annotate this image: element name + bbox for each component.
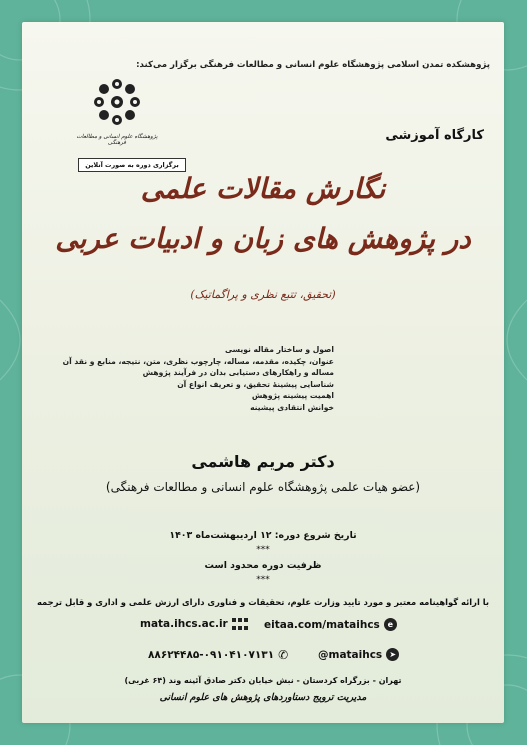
website-link[interactable]: mata.ihcs.ac.ir	[140, 618, 228, 630]
start-date: تاریخ شروع دوره: ۱۲ اردیبهشت‌ماه ۱۴۰۳	[169, 530, 357, 541]
instructor-affiliation: (عضو هیات علمی پژوهشگاه علوم انسانی و مطالعات فرهنگی)	[105, 480, 421, 494]
management-unit: مدیریت ترویج دستاوردهای پژوهش های علوم انسانی	[159, 692, 367, 703]
phone-number[interactable]: ۸۸۶۲۴۴۸۵-۰۹۱۰۴۱۰۷۱۳۱	[148, 649, 275, 661]
eitaa-contact[interactable]	[264, 618, 397, 631]
logo-text: پژوهشگاه علوم انسانی و مطالعات فرهنگی	[76, 134, 158, 146]
instructor-name: دکتر مریم هاشمی	[191, 452, 335, 471]
phone-icon: ✆	[278, 648, 289, 662]
phone-contact[interactable]	[148, 648, 288, 662]
workshop-label: کارگاه آموزشی	[385, 128, 484, 143]
poster-card	[22, 22, 504, 723]
topic-item: مساله و راهکارهای دستیابی بدان در فرآیند پژوهش	[142, 368, 334, 377]
topic-item: خوانش انتقادی پیشینه	[250, 402, 334, 412]
certificate-note: با ارائه گواهینامه معتبر و مورد تایید وزارت علوم، تحقیقات و فناوری دارای ارزش علمی و اداری و قابل ترجمه	[36, 597, 490, 607]
website-contact[interactable]	[140, 618, 248, 630]
institute-logo	[72, 72, 162, 152]
qr-grid-icon	[232, 618, 248, 630]
workshop-title-line1: نگارش مقالات علمی	[140, 172, 386, 205]
eitaa-link[interactable]: eitaa.com/mataihcs	[264, 618, 380, 631]
topic-item: عنوان، چکیده، مقدمه، مساله، چارچوب نظری، متن، نتیجه، منابع و نقد آن	[62, 356, 334, 366]
online-badge: برگزاری دوره به صورت آنلاین	[78, 158, 186, 172]
institute-star-logo-icon	[87, 72, 147, 132]
topics-list	[62, 344, 334, 413]
eitaa-icon: e	[384, 618, 397, 631]
topic-item: شناسایی پیشینهٔ تحقیق، و تعریف انواع آن	[177, 379, 334, 389]
telegram-contact[interactable]	[318, 648, 399, 661]
topic-item: اهمیت پیشینه پژوهش	[251, 391, 334, 400]
address: تهران - بزرگراه کردستان - نبش خیابان دکتر صادق آئینه وند (۶۴ غربی)	[124, 676, 402, 685]
topic-item: اصول و ساختار مقاله نویسی	[224, 345, 334, 354]
telegram-handle[interactable]: @mataihcs	[318, 648, 383, 661]
telegram-icon: ➤	[386, 648, 399, 661]
organizer-line: پژوهشکده تمدن اسلامی پژوهشگاه علوم انسانی و مطالعات فرهنگی برگزار می‌کند:	[136, 60, 490, 70]
separator-stars: ***	[256, 545, 270, 555]
capacity-note: ظرفیت دوره محدود است	[204, 560, 322, 571]
workshop-subtitle: (تحقیق، تتبع نظری و پراگماتیک)	[190, 288, 336, 301]
separator-stars: ***	[256, 575, 270, 585]
workshop-title-line2: در پژوهش های زبان و ادبیات عربی	[55, 222, 471, 255]
